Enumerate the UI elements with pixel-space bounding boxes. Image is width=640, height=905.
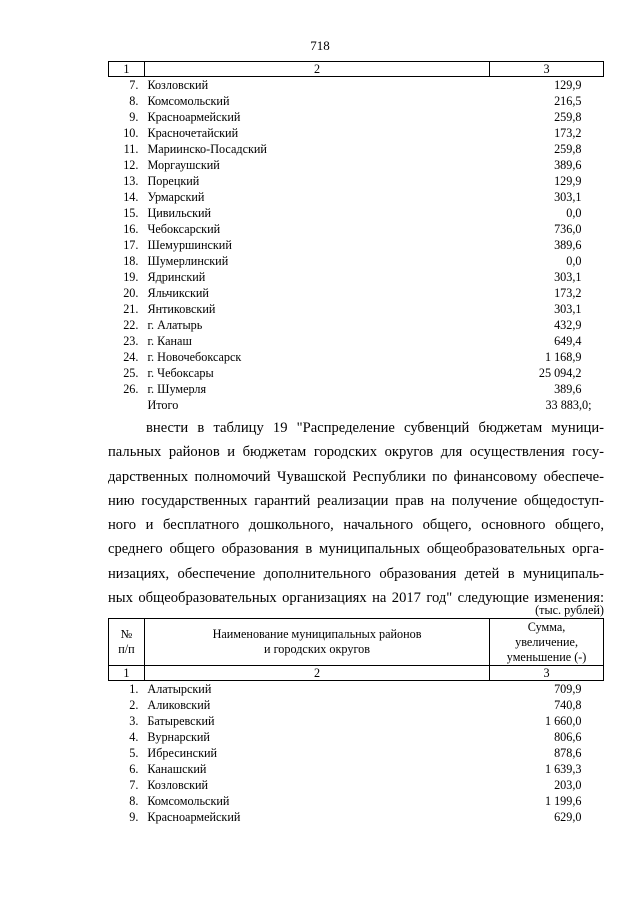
amount-value: 389,6	[554, 382, 582, 396]
page-number: 718	[310, 38, 330, 53]
row-number: 24.	[123, 350, 139, 364]
table-row	[109, 93, 604, 109]
row-number: 2.	[129, 698, 139, 712]
table-row	[109, 777, 604, 793]
table-row	[109, 809, 604, 825]
unit-label: (тыс. рублей)	[535, 603, 604, 617]
column-number: 3	[490, 666, 604, 681]
amount-value: 303,1	[554, 190, 582, 204]
table-row	[109, 761, 604, 777]
district-name: Шемуршинский	[147, 238, 232, 252]
row-number: 7.	[129, 78, 139, 92]
table-row	[109, 697, 604, 713]
district-name: Ядринский	[147, 270, 206, 284]
district-name: Красноармейский	[147, 810, 241, 824]
table-row	[109, 157, 604, 173]
row-number: 3.	[129, 714, 139, 728]
amount-value: 259,8	[554, 110, 582, 124]
amount-value: 1 660,0	[544, 714, 582, 728]
row-number: 21.	[123, 302, 139, 316]
amount-value: 25 094,2	[538, 366, 582, 380]
table-row	[109, 253, 604, 269]
row-number: 13.	[123, 174, 139, 188]
amount-value: 1 639,3	[544, 762, 582, 776]
district-name: Красноармейский	[147, 110, 241, 124]
amount-value: 389,6	[554, 158, 582, 172]
table-row	[109, 349, 604, 365]
amount-value: 173,2	[554, 126, 582, 140]
row-number: 25.	[123, 366, 139, 380]
table-row	[109, 205, 604, 221]
amount-value: 129,9	[554, 78, 582, 92]
district-name: Порецкий	[147, 174, 200, 188]
table-row	[109, 269, 604, 285]
row-number: 1.	[129, 682, 139, 696]
row-number: 16.	[123, 222, 139, 236]
amount-value: 1 168,9	[544, 350, 582, 364]
district-name: Козловский	[147, 778, 209, 792]
district-name: Чебоксарский	[147, 222, 221, 236]
table-row	[109, 125, 604, 141]
row-number: 5.	[129, 746, 139, 760]
table-row	[109, 189, 604, 205]
amount-value: 649,4	[554, 334, 582, 348]
district-name: г. Канаш	[147, 334, 192, 348]
amount-value: 709,9	[554, 682, 582, 696]
amount-value: 303,1	[554, 302, 582, 316]
row-number: 9.	[129, 110, 139, 124]
table-row	[109, 317, 604, 333]
district-name: Ибресинский	[147, 746, 218, 760]
row-number: 8.	[129, 794, 139, 808]
amount-value: 389,6	[554, 238, 582, 252]
amount-value: 629,0	[554, 810, 582, 824]
district-name: Комсомольский	[147, 94, 230, 108]
amount-value: 0,0	[566, 254, 582, 268]
district-name: Комсомольский	[147, 794, 230, 808]
header-sum: Сумма, увеличение, уменьшение (-)	[490, 619, 604, 666]
row-number: 26.	[123, 382, 139, 396]
table-row	[109, 729, 604, 745]
row-number: 9.	[129, 810, 139, 824]
column-number-row	[109, 62, 604, 77]
amount-value: 1 199,6	[544, 794, 582, 808]
header-name: Наименование муниципальных районов и городских округов	[144, 619, 489, 666]
district-name: Мариинско-Посадский	[147, 142, 267, 156]
amount-value: 740,8	[554, 698, 582, 712]
table-row	[109, 365, 604, 381]
row-number: 15.	[123, 206, 139, 220]
amount-value: 303,1	[554, 270, 582, 284]
table-row	[109, 173, 604, 189]
column-number-row	[109, 666, 604, 681]
column-number: 2	[144, 62, 489, 77]
table-row	[109, 681, 604, 698]
table-row	[109, 237, 604, 253]
header-number: № п/п	[109, 619, 145, 666]
district-name: г. Новочебоксарск	[147, 350, 242, 364]
row-number: 12.	[123, 158, 139, 172]
row-number: 17.	[123, 238, 139, 252]
amount-value: 259,8	[554, 142, 582, 156]
amount-value: 216,5	[554, 94, 582, 108]
total-label: Итого	[147, 398, 179, 412]
row-number: 23.	[123, 334, 139, 348]
amount-value: 203,0	[554, 778, 582, 792]
row-number: 6.	[129, 762, 139, 776]
district-name: Моргаушский	[147, 158, 220, 172]
amount-value: 0,0	[566, 206, 582, 220]
district-name: Урмарский	[147, 190, 205, 204]
table-row	[109, 285, 604, 301]
amount-value: 129,9	[554, 174, 582, 188]
row-number: 22.	[123, 318, 139, 332]
table-row	[109, 221, 604, 237]
amount-value: 806,6	[554, 730, 582, 744]
table-row	[109, 141, 604, 157]
district-name: Вурнарский	[147, 730, 210, 744]
district-name: Яльчикский	[147, 286, 209, 300]
row-number: 7.	[129, 778, 139, 792]
amendment-paragraph	[108, 416, 604, 610]
row-number: 14.	[123, 190, 139, 204]
table-row	[109, 301, 604, 317]
amount-value: 432,9	[554, 318, 582, 332]
total-value: 33 883,0;	[545, 398, 592, 412]
district-name: г. Алатырь	[147, 318, 203, 332]
district-name: Козловский	[147, 78, 209, 92]
column-number: 2	[144, 666, 489, 681]
table-row	[109, 77, 604, 94]
row-number: 18.	[123, 254, 139, 268]
table-row	[109, 333, 604, 349]
district-name: г. Чебоксары	[147, 366, 214, 380]
district-name: Аликовский	[147, 698, 211, 712]
table-row	[109, 381, 604, 397]
district-name: Шумерлинский	[147, 254, 229, 268]
row-number: 10.	[123, 126, 139, 140]
row-number: 20.	[123, 286, 139, 300]
column-number: 1	[109, 62, 145, 77]
subvention-changes-table	[108, 618, 604, 825]
amount-value: 878,6	[554, 746, 582, 760]
subvention-table-continued	[108, 61, 604, 413]
row-number: 11.	[123, 142, 139, 156]
paragraph-text: внести в таблицу 19 "Распределение субвенций бюджетам муници- пальных районов и бюджетам городских округов для осуществления госу- дарственных полномочий Чувашской Республики по финансовому обеспече- нию государственных гарантий реализации прав на получение общедоступ- ного и бесплатного дошкольного, начального общего, основного общего, среднего общего образования в муниципальных общеобразовательных орга- низациях, обеспечение дополнительного образования детей в муниципаль- ных общеобразовательных организациях на 2017 год" следующие изменения:	[108, 420, 604, 607]
row-number: 19.	[123, 270, 139, 284]
column-number: 3	[490, 62, 604, 77]
district-name: Цивильский	[147, 206, 212, 220]
table-row	[109, 713, 604, 729]
amount-value: 736,0	[554, 222, 582, 236]
column-number: 1	[109, 666, 145, 681]
district-name: г. Шумерля	[147, 382, 207, 396]
district-name: Янтиковский	[147, 302, 216, 316]
table-row	[109, 109, 604, 125]
table-row	[109, 745, 604, 761]
district-name: Алатырский	[147, 682, 212, 696]
district-name: Канашский	[147, 762, 207, 776]
district-name: Батыревский	[147, 714, 215, 728]
amount-value: 173,2	[554, 286, 582, 300]
total-row	[109, 397, 604, 413]
row-number: 4.	[129, 730, 139, 744]
table-header-row	[109, 619, 604, 666]
row-number: 8.	[129, 94, 139, 108]
district-name: Красночетайский	[147, 126, 239, 140]
table-row	[109, 793, 604, 809]
